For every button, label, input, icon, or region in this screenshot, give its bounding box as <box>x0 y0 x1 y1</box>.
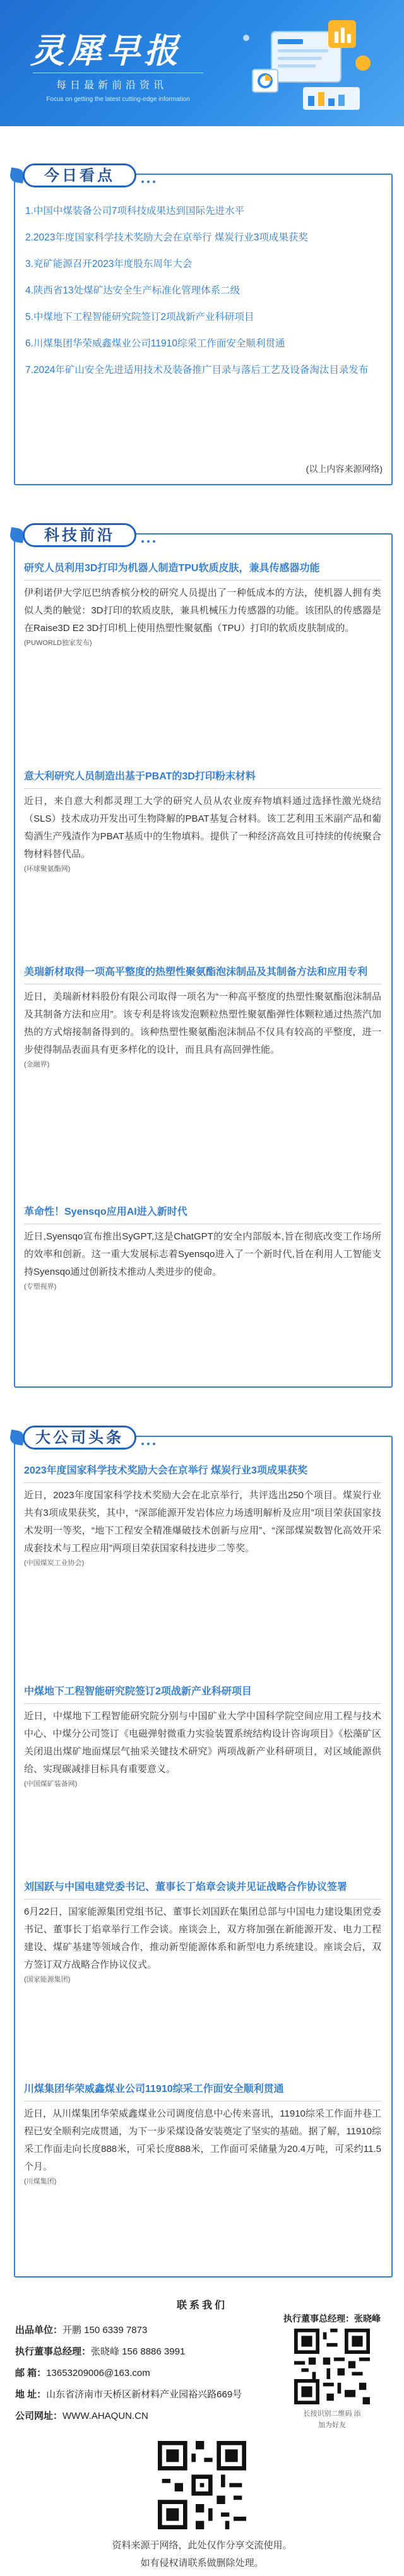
bigco-section-title <box>10 1421 149 1453</box>
article-source: (专塑视界) <box>24 1283 57 1291</box>
article-source: (环球聚氨酯网) <box>24 865 71 873</box>
contact-line: 邮 箱：13653209006@163.com <box>15 2368 150 2378</box>
article-source: (国家能源集团) <box>24 1976 71 1983</box>
article-divider <box>24 1482 381 1483</box>
article-headline[interactable]: 川煤集团华荣威鑫煤业公司11910综采工作面安全顺利贯通 <box>24 2084 284 2094</box>
article-headline[interactable]: 意大利研究人员制造出基于PBAT的3D打印粉末材料 <box>24 771 256 782</box>
article-body: 近日，美瑞新材料股份有限公司取得一项名为“一种高平整度的热塑性聚氨酯泡沫制品及其制备方法和应用”。该专利是将该发泡颗粒热塑性聚氨酯弹性体颗粒通过热蒸汽加热的方式熔接制备得到的。该种热塑性聚氨酯泡沫制品不仅具有较高的平整度，进一步使得制品表面具有更多样化的设计，而且具有高回弹性能。 <box>24 991 381 1055</box>
qr-caption: 长按识别二维码 添加为好友 <box>303 2410 361 2429</box>
article-headline[interactable]: 美瑞新材取得一项高平整度的热塑性聚氨酯泡沫制品及其制备方法和应用专利 <box>24 967 368 978</box>
wechat-qr-code-icon[interactable] <box>294 2329 370 2404</box>
banner-illustration-icon <box>234 13 385 120</box>
bigco-article <box>24 2081 381 2186</box>
article-headline[interactable]: 研究人员利用3D打印为机器人制造TPU软质皮肤，兼具传感器功能 <box>24 563 320 574</box>
today-item[interactable]: 6.川煤集团华荣威鑫煤业公司11910综采工作面安全顺利贯通 <box>25 338 285 349</box>
bigco-section <box>14 1428 393 2278</box>
article-body: 伊利诺伊大学厄巴纳香槟分校的研究人员提出了一种低成本的方法，使机器人拥有类似人类的触觉：3D打印的软质皮肤，兼具机械压力传感器的功能。该团队的传感器是在Raise3D E2 3D打印机上使用热塑性聚氨酯（TPU）打印的软质皮肤制成的。 <box>24 588 381 634</box>
today-title-text: 今日看点 <box>44 166 115 184</box>
article-headline[interactable]: 中煤地下工程智能研究院签订2项战新产业科研项目 <box>24 1686 252 1697</box>
header-banner <box>0 0 404 126</box>
contact-line: 公司网址：WWW.AHAQUN.CN <box>15 2411 148 2421</box>
article-source: (中国煤炭工业协会) <box>24 1559 85 1567</box>
article-divider <box>24 1703 381 1704</box>
article-source: (中国煤矿装备网) <box>24 1780 78 1788</box>
article-body: 6月22日，国家能源集团党组书记、董事长刘国跃在集团总部与中国电力建设集团党委书记、董事长丁焰章举行工作会谈。座谈会上，双方将加强在新能源开发、电力工程建设、煤矿基建等领域合作，推动新型能源体系和新型电力系统建设。座谈会后，双方签订双方战略合作协议仪式。 <box>24 1906 381 1970</box>
article-divider <box>24 788 381 789</box>
today-list <box>25 201 383 387</box>
contact-line: 地 址：山东省济南市天桥区新材料产业园裕兴路669号 <box>15 2389 242 2400</box>
today-item[interactable]: 1.中国中煤装备公司7项科技成果达到国际先进水平 <box>25 206 245 216</box>
article-body: 近日,Syensqo宣布推出SyGPT,这是ChatGPT的安全内部版本,旨在彻底改变工作场所的效率和创新。这一重大发展标志着Syensqo进入了一个新时代,旨在利用人工智能支持Syensqo通过创新技术推动人类进步的使命。 <box>24 1231 381 1277</box>
dots-icon <box>141 175 167 177</box>
tech-title-text: 科技前沿 <box>44 526 115 544</box>
article-divider <box>24 580 381 581</box>
bigco-title-text: 大公司头条 <box>35 1428 124 1446</box>
article-source: (PUWORLD独家发布) <box>24 639 92 647</box>
contact-line: 执行董事总经理：张晓峰 156 8886 3991 <box>15 2346 186 2357</box>
today-item[interactable]: 4.陕西省13处煤矿达安全生产标准化管理体系二级 <box>25 285 241 296</box>
official-qr-code-icon[interactable] <box>158 2441 246 2529</box>
article-body: 近日，从川煤集团华荣威鑫煤业公司调度信息中心传来喜讯，11910综采工作面井巷工程已安全顺利完成贯通，为下一步采煤设备安装奠定了坚实的基础。据了解，11910综采工作面走向长度888米，可采长度888米，工作面可采储量为20.4万吨，可采约11.5个月。 <box>24 2108 381 2172</box>
tech-section <box>14 526 393 1388</box>
article-headline[interactable]: 刘国跃与中国电建党委书记、董事长丁焰章会谈并见证战略合作协议签署 <box>24 1882 348 1893</box>
qr-label: 执行董事总经理：张晓峰 <box>283 2313 381 2324</box>
today-section-title <box>10 158 149 191</box>
contact-qr-box <box>273 2312 391 2432</box>
today-section <box>14 166 393 485</box>
tech-article <box>24 768 381 873</box>
contact-lines <box>15 2320 280 2427</box>
bigco-article <box>24 1879 381 1984</box>
tech-article <box>24 1203 381 1291</box>
article-source: (川煤集团) <box>24 2178 57 2185</box>
contact-line: 出品单位：开鹏 150 6339 7873 <box>15 2325 148 2336</box>
footer-note-2: 如有侵权请联系做删除处理。 <box>140 2558 264 2568</box>
tech-article <box>24 964 381 1069</box>
dots-icon <box>141 1437 167 1439</box>
article-source: (金融界) <box>24 1061 50 1068</box>
banner-tagline: 每日最新前沿资讯 <box>56 80 167 91</box>
footer-note-1: 资料来源于网络，此处仅作分享交流使用。 <box>112 2540 292 2551</box>
tech-section-title <box>10 518 149 551</box>
article-headline[interactable]: 2023年度国家科学技术奖励大会在京举行 煤炭行业3项成果获奖 <box>24 1465 307 1476</box>
bigco-article <box>24 1462 381 1568</box>
article-body: 近日，2023年度国家科学技术奖励大会在北京举行，共评选出250个项目。煤炭行业共有3项成果获奖，其中，“深部能源开发岩体应力场透明解析及应用”项目荣获国家技术发明一等奖，“地下工程安全精准爆破技术创新与应用”、“深部煤炭数智化高效开采成套技术与工程应用”两项目荣获国家科技进步二等奖。 <box>24 1490 381 1554</box>
contact-title: 联系我们 <box>176 2300 227 2311</box>
article-divider <box>24 1899 381 1900</box>
article-headline[interactable]: 革命性！Syensqo应用AI进入新时代 <box>24 1207 187 1217</box>
article-body: 近日，中煤地下工程智能研究院分别与中国矿业大学中国科学院空间应用工程与技术中心、中煤分公司签订《电磁弹射微重力实验装置系统结构设计咨询项目》《松藻矿区关闭退出煤矿地面煤层气抽采关键技术研究》两项战新产业科研项目，对区域能源供给、实现碳减排目标具有重要意义。 <box>24 1711 381 1775</box>
banner-tagline-en: Focus on getting the latest cutting-edge information <box>46 96 190 103</box>
dots-icon <box>141 535 167 537</box>
article-body: 近日，来自意大利都灵理工大学的研究人员从农业废弃物填料通过选择性激光烧结（SLS）技术成功开发出可生物降解的PBAT基复合材料。该工艺利用玉米副产品和葡萄酒生产残渣作为PBAT基质中的生物填料。提供了一种经济高效且可持续的传统聚合物材料替代品。 <box>24 796 381 860</box>
bigco-article <box>24 1683 381 1788</box>
source-note: (以上内容来源网络) <box>306 464 383 474</box>
today-item[interactable]: 2.2023年度国家科学技术奖励大会在京举行 煤炭行业3项成果获奖 <box>25 232 308 243</box>
brand-logo: 灵犀早报 <box>30 31 182 71</box>
today-item[interactable]: 5.中煤地下工程智能研究院签订2项战新产业科研项目 <box>25 312 254 322</box>
tech-article <box>24 560 381 647</box>
today-item[interactable]: 3.兖矿能源召开2023年度股东周年大会 <box>25 259 193 269</box>
today-item[interactable]: 7.2024年矿山安全先进适用技术及装备推广目录与落后工艺及设备淘汰目录发布 <box>25 365 369 375</box>
